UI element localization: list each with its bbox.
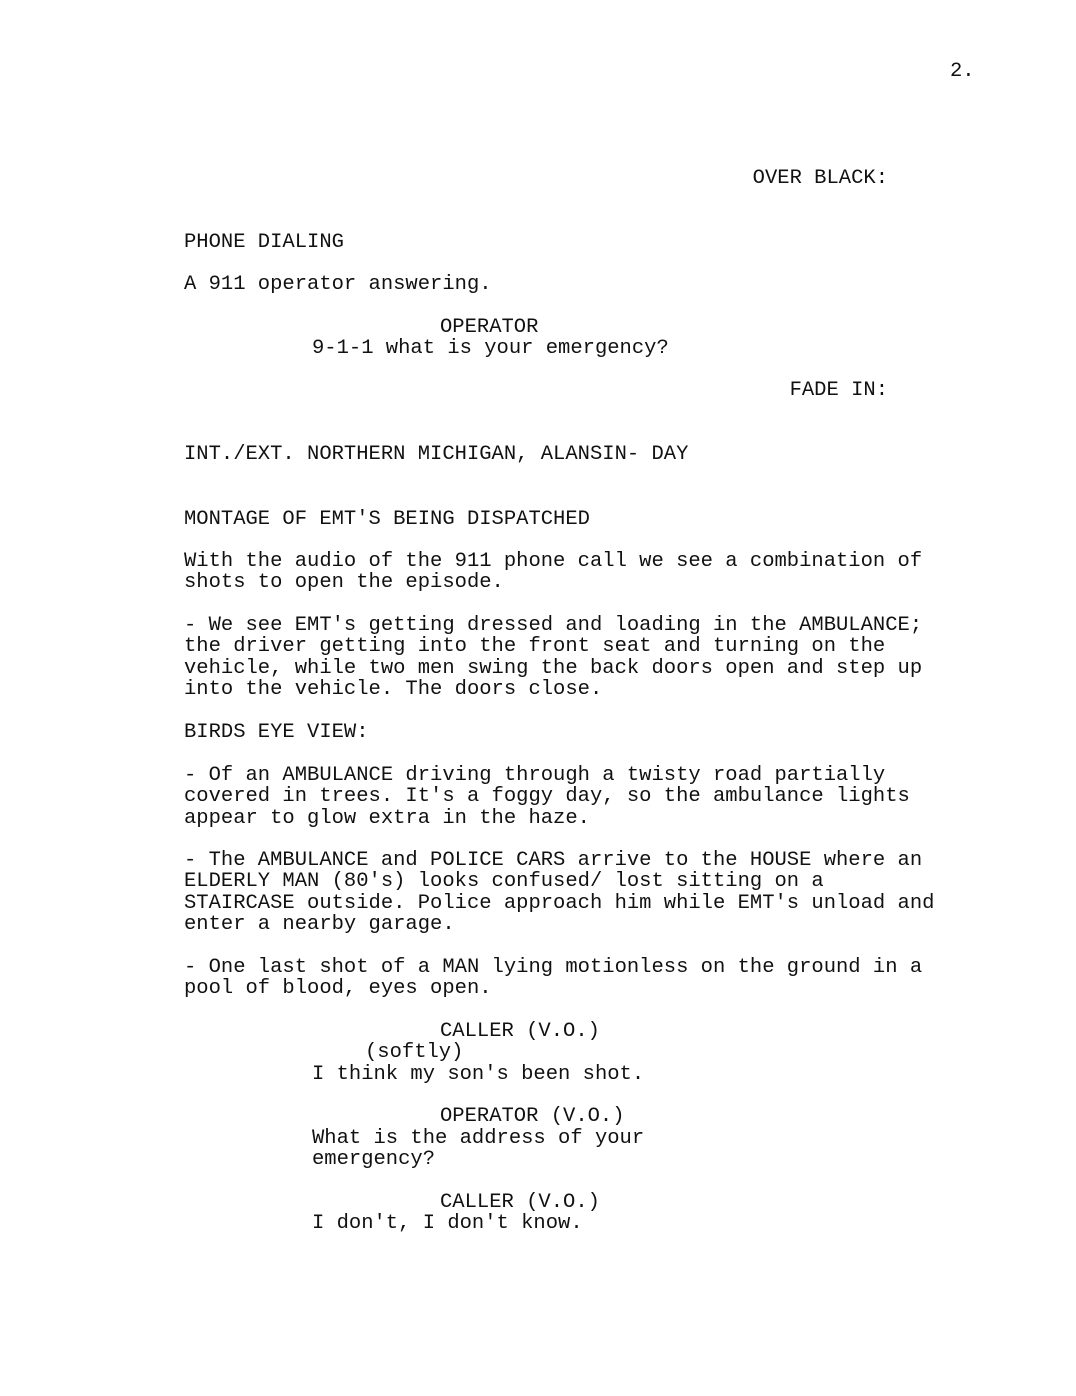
- dialogue-caller: I think my son's been shot.: [312, 1063, 645, 1086]
- birds-eye-heading: BIRDS EYE VIEW:: [184, 721, 369, 744]
- character-name-operator-vo: OPERATOR (V.O.): [440, 1105, 625, 1128]
- action-phone-dialing: PHONE DIALING: [184, 231, 344, 254]
- action-last-shot: - One last shot of a MAN lying motionless on the ground in a pool of blood, eyes open.: [184, 956, 923, 1001]
- scene-heading: INT./EXT. NORTHERN MICHIGAN, ALANSIN- DAY: [184, 443, 689, 466]
- action-ambulance-drive: - Of an AMBULANCE driving through a twisty road partially covered in trees. It's a foggy day, so the ambulance lights appear to glow extra in the haze.: [184, 764, 910, 830]
- character-name-caller-vo: CALLER (V.O.): [440, 1191, 600, 1214]
- action-audio: With the audio of the 911 phone call we see a combination of shots to open the episode.: [184, 550, 923, 595]
- parenthetical-softly: (softly): [365, 1041, 464, 1064]
- page-number: 2.: [950, 60, 975, 83]
- transition-over-black: OVER BLACK:: [752, 167, 888, 190]
- character-name-operator: OPERATOR: [440, 316, 539, 339]
- action-arrival: - The AMBULANCE and POLICE CARS arrive to the HOUSE where an ELDERLY MAN (80's) looks confused/ lost sitting on a STAIRCASE outside. Police approach him while EMT's unload and enter a nearby garage.: [184, 849, 935, 937]
- transition-fade-in: FADE IN:: [789, 379, 888, 402]
- action-operator-answering: A 911 operator answering.: [184, 273, 492, 296]
- dialogue-operator-vo: What is the address of your emergency?: [312, 1127, 645, 1172]
- dialogue-caller-vo: I don't, I don't know.: [312, 1212, 583, 1235]
- character-name-caller: CALLER (V.O.): [440, 1020, 600, 1043]
- montage-heading: MONTAGE OF EMT'S BEING DISPATCHED: [184, 508, 590, 531]
- action-emts: - We see EMT's getting dressed and loading in the AMBULANCE; the driver getting into the front seat and turning on the vehicle, while two men swing the back doors open and step up into the vehicle. The doors close.: [184, 614, 923, 702]
- dialogue-operator: 9-1-1 what is your emergency?: [312, 337, 669, 360]
